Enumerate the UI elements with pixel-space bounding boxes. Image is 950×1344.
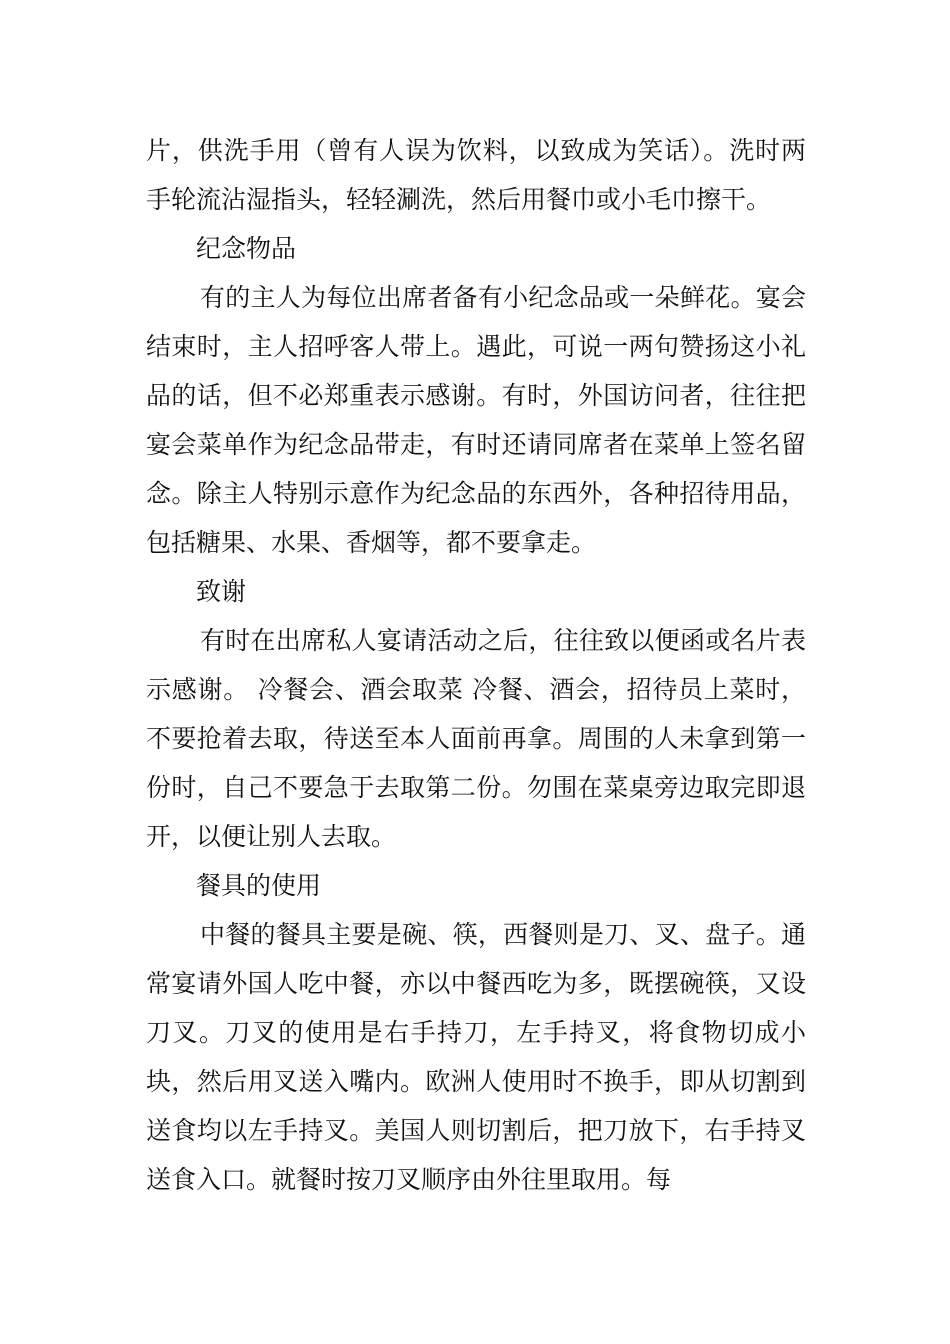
document-page (146, 126, 806, 1204)
paragraph-finger-bowl: 片，供洗手用（曾有人误为饮料，以致成为笑话）。洗时两手轮流沾湿指头，轻轻涮洗，然后用餐巾或小毛巾擦干。 (146, 136, 806, 214)
heading-thanks: 致谢 (196, 577, 247, 606)
paragraph-souvenirs: 有的主人为每位出席者备有小纪念品或一朵鲜花。宴会结束时，主人招呼客人带上。遇此，可说一两句赞扬这小礼品的话，但不必郑重表示感谢。有时，外国访问者，往往把宴会菜单作为纪念品带走，有时还请同席者在菜单上签名留念。除主人特别示意作为纪念品的东西外，各种招待用品，包括糖果、水果、香烟等，都不要拿走。 (146, 283, 806, 557)
paragraph-tableware: 中餐的餐具主要是碗、筷，西餐则是刀、叉、盘子。通常宴请外国人吃中餐，亦以中餐西吃为多，既摆碗筷，又设刀叉。刀叉的使用是右手持刀，左手持叉，将食物切成小块，然后用叉送入嘴内。欧洲人使用时不换手，即从切割到送食均以左手持叉。美国人则切割后，把刀放下，右手持叉送食入口。就餐时按刀叉顺序由外往里取用。每 (146, 920, 806, 1194)
heading-tableware: 餐具的使用 (196, 871, 322, 900)
paragraph-thanks: 有时在出席私人宴请活动之后，往往致以便函或名片表示感谢。 冷餐会、酒会取菜 冷餐、酒会，招待员上菜时，不要抢着去取，待送至本人面前再拿。周围的人未拿到第一份时，自己不要急于去取第二份。勿围在菜桌旁边取完即退开，以便让别人去取。 (146, 626, 806, 851)
heading-souvenirs: 纪念物品 (196, 234, 297, 263)
